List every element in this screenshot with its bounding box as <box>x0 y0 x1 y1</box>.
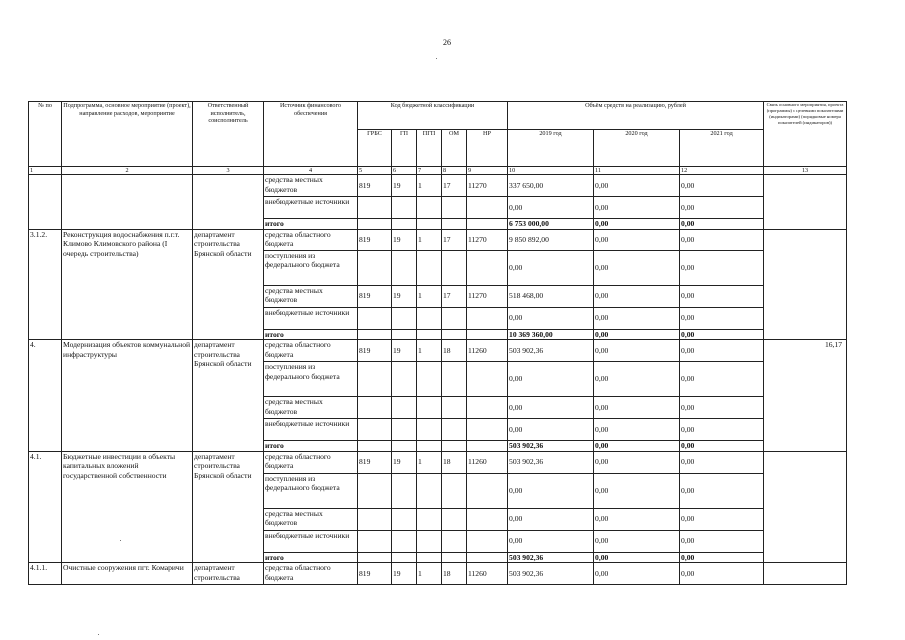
source-label: средства местных бюджетов <box>264 397 358 419</box>
column-number: 4 <box>264 167 358 175</box>
source-label: средства местных бюджетов <box>264 508 358 530</box>
value-2021: 0,00 <box>680 530 764 552</box>
value-2020: 0,00 <box>594 175 680 197</box>
value-2021: 0,00 <box>680 197 764 219</box>
code-nr: 11260 <box>467 340 508 362</box>
col-header-2021: 2021 год <box>680 130 764 167</box>
column-number: 13 <box>764 167 847 175</box>
item-name: Реконструкция водоснабжения п.г.т. Климово Климовского района (I очередь строительства) <box>62 229 193 340</box>
value-2019: 0,00 <box>508 508 594 530</box>
column-number: 7 <box>417 167 442 175</box>
value-2021: 0,00 <box>680 229 764 250</box>
indicator-link <box>764 451 847 563</box>
col-header-link: Связь основного мероприятия, проекта (программы) с целевыми показателями (индикаторами) (порядковые номера показателей (индикаторов)) <box>764 102 847 167</box>
code-nr: 11260 <box>467 563 508 585</box>
col-header-program: Подпрограмма, основное мероприятие (проект), направление расходов, мероприятие <box>62 102 193 167</box>
page-number: 26 <box>443 38 451 47</box>
value-2019: 9 850 892,00 <box>508 229 594 250</box>
column-number: 1 <box>29 167 62 175</box>
value-2019: 0,00 <box>508 307 594 329</box>
item-name: Бюджетные инвестиции в объекты капитальных вложений государственной собственности <box>62 451 193 563</box>
total-2021: 0,00 <box>680 552 764 563</box>
code-grbs: 819 <box>358 340 392 362</box>
code-gp: 19 <box>392 285 417 307</box>
value-2021: 0,00 <box>680 307 764 329</box>
source-label: внебюджетные источники <box>264 197 358 219</box>
table-row <box>29 563 847 585</box>
item-num: 4.1.1. <box>29 563 62 585</box>
code-grbs: 819 <box>358 229 392 250</box>
total-2021: 0,00 <box>680 219 764 230</box>
code-pgp: 1 <box>417 563 442 585</box>
total-2019: 503 902,36 <box>508 441 594 452</box>
column-number: 2 <box>62 167 193 175</box>
col-header-om: ОМ <box>442 130 467 167</box>
value-2020: 0,00 <box>594 563 680 585</box>
total-2019: 6 753 000,00 <box>508 219 594 230</box>
column-number: 3 <box>193 167 264 175</box>
code-gp: 19 <box>392 563 417 585</box>
source-label: поступления из федерального бюджета <box>264 362 358 397</box>
total-2020: 0,00 <box>594 329 680 340</box>
total-2021: 0,00 <box>680 329 764 340</box>
col-header-2020: 2020 год <box>594 130 680 167</box>
value-2020: 0,00 <box>594 362 680 397</box>
value-2019: 337 650,00 <box>508 175 594 197</box>
source-label: средства местных бюджетов <box>264 285 358 307</box>
value-2020: 0,00 <box>594 229 680 250</box>
total-2021: 0,00 <box>680 441 764 452</box>
scan-speck <box>98 634 99 635</box>
value-2021: 0,00 <box>680 473 764 508</box>
column-number: 12 <box>680 167 764 175</box>
value-2019: 0,00 <box>508 473 594 508</box>
value-2021: 0,00 <box>680 563 764 585</box>
column-number: 11 <box>594 167 680 175</box>
code-nr: 11270 <box>467 229 508 250</box>
code-pgp: 1 <box>417 229 442 250</box>
value-2019: 503 902,36 <box>508 340 594 362</box>
value-2020: 0,00 <box>594 197 680 219</box>
col-header-2019: 2019 год <box>508 130 594 167</box>
item-name: Очистные сооружения пгт. Комаричи <box>62 563 193 585</box>
code-om: 18 <box>442 563 467 585</box>
indicator-link <box>764 175 847 230</box>
code-pgp: 1 <box>417 451 442 473</box>
header-row <box>29 102 847 130</box>
value-2020: 0,00 <box>594 419 680 441</box>
table-row <box>29 229 847 250</box>
source-label: средства местных бюджетов <box>264 175 358 197</box>
value-2019: 0,00 <box>508 419 594 441</box>
item-num <box>29 175 62 230</box>
item-num: 3.1.2. <box>29 229 62 340</box>
value-2021: 0,00 <box>680 250 764 285</box>
table-row <box>29 175 847 197</box>
source-label: поступления из федерального бюджета <box>264 250 358 285</box>
column-number: 8 <box>442 167 467 175</box>
value-2019: 0,00 <box>508 397 594 419</box>
col-header-source: Источник финансового обеспечения <box>264 102 358 167</box>
item-executor: департамент строительства Брянской области <box>193 340 264 452</box>
value-2019: 518 468,00 <box>508 285 594 307</box>
value-2019: 0,00 <box>508 197 594 219</box>
value-2020: 0,00 <box>594 250 680 285</box>
code-grbs: 819 <box>358 563 392 585</box>
code-om: 18 <box>442 340 467 362</box>
source-label: средства областного бюджета <box>264 229 358 250</box>
value-2020: 0,00 <box>594 285 680 307</box>
total-2020: 0,00 <box>594 441 680 452</box>
item-num: 4. <box>29 340 62 452</box>
value-2019: 503 902,36 <box>508 451 594 473</box>
item-name <box>62 175 193 230</box>
value-2021: 0,00 <box>680 285 764 307</box>
item-executor: департамент строительства <box>193 563 264 585</box>
col-header-volumes: Объём средств на реализацию, рублей <box>508 102 764 130</box>
item-executor: департамент строительства Брянской области <box>193 229 264 340</box>
code-gp: 19 <box>392 340 417 362</box>
col-header-pgp: ПГП <box>417 130 442 167</box>
col-header-bcc: Код бюджетной классификации <box>358 102 508 130</box>
code-om: 17 <box>442 285 467 307</box>
code-om: 17 <box>442 229 467 250</box>
total-2019: 10 369 360,00 <box>508 329 594 340</box>
code-gp: 19 <box>392 229 417 250</box>
value-2019: 503 902,36 <box>508 563 594 585</box>
source-label: итого <box>264 329 358 340</box>
source-label: средства областного бюджета <box>264 451 358 473</box>
value-2020: 0,00 <box>594 451 680 473</box>
table-row <box>29 451 847 473</box>
source-label: поступления из федерального бюджета <box>264 473 358 508</box>
col-header-grbs: ГРБС <box>358 130 392 167</box>
source-label: итого <box>264 219 358 230</box>
value-2020: 0,00 <box>594 530 680 552</box>
code-nr: 11270 <box>467 285 508 307</box>
indicator-link <box>764 229 847 340</box>
item-num: 4.1. <box>29 451 62 563</box>
total-2019: 503 902,36 <box>508 552 594 563</box>
code-gp: 19 <box>392 175 417 197</box>
value-2020: 0,00 <box>594 508 680 530</box>
value-2019: 0,00 <box>508 530 594 552</box>
code-grbs: 819 <box>358 285 392 307</box>
source-label: внебюджетные источники <box>264 307 358 329</box>
value-2021: 0,00 <box>680 419 764 441</box>
value-2019: 0,00 <box>508 250 594 285</box>
value-2021: 0,00 <box>680 340 764 362</box>
source-label: итого <box>264 441 358 452</box>
code-grbs: 819 <box>358 175 392 197</box>
column-number-row <box>29 167 847 175</box>
item-name: Модернизация объектов коммунальной инфраструктуры <box>62 340 193 452</box>
code-grbs: 819 <box>358 451 392 473</box>
source-label: внебюджетные источники <box>264 530 358 552</box>
code-gp: 19 <box>392 451 417 473</box>
budget-table <box>28 101 847 585</box>
source-label: итого <box>264 552 358 563</box>
value-2021: 0,00 <box>680 508 764 530</box>
indicator-link <box>764 563 847 585</box>
scan-speck <box>436 58 437 59</box>
value-2020: 0,00 <box>594 473 680 508</box>
item-executor <box>193 175 264 230</box>
value-2020: 0,00 <box>594 307 680 329</box>
source-label: внебюджетные источники <box>264 419 358 441</box>
code-pgp: 1 <box>417 175 442 197</box>
total-2020: 0,00 <box>594 219 680 230</box>
code-om: 17 <box>442 175 467 197</box>
column-number: 5 <box>358 167 392 175</box>
col-header-gp: ГП <box>392 130 417 167</box>
table-row <box>29 340 847 362</box>
value-2021: 0,00 <box>680 397 764 419</box>
total-2020: 0,00 <box>594 552 680 563</box>
col-header-num: № по <box>29 102 62 167</box>
code-om: 18 <box>442 451 467 473</box>
source-label: средства областного бюджета <box>264 340 358 362</box>
code-pgp: 1 <box>417 340 442 362</box>
column-number: 10 <box>508 167 594 175</box>
column-number: 9 <box>467 167 508 175</box>
code-nr: 11270 <box>467 175 508 197</box>
value-2020: 0,00 <box>594 340 680 362</box>
value-2021: 0,00 <box>680 362 764 397</box>
source-label: средства областного бюджета <box>264 563 358 585</box>
value-2019: 0,00 <box>508 362 594 397</box>
code-pgp: 1 <box>417 285 442 307</box>
indicator-link: 16,17 <box>764 340 847 452</box>
col-header-nr: НР <box>467 130 508 167</box>
value-2021: 0,00 <box>680 451 764 473</box>
column-number: 6 <box>392 167 417 175</box>
item-executor: департамент строительства Брянской области <box>193 451 264 563</box>
value-2020: 0,00 <box>594 397 680 419</box>
col-header-executor: Ответственный исполнитель, соисполнитель <box>193 102 264 167</box>
code-nr: 11260 <box>467 451 508 473</box>
value-2021: 0,00 <box>680 175 764 197</box>
